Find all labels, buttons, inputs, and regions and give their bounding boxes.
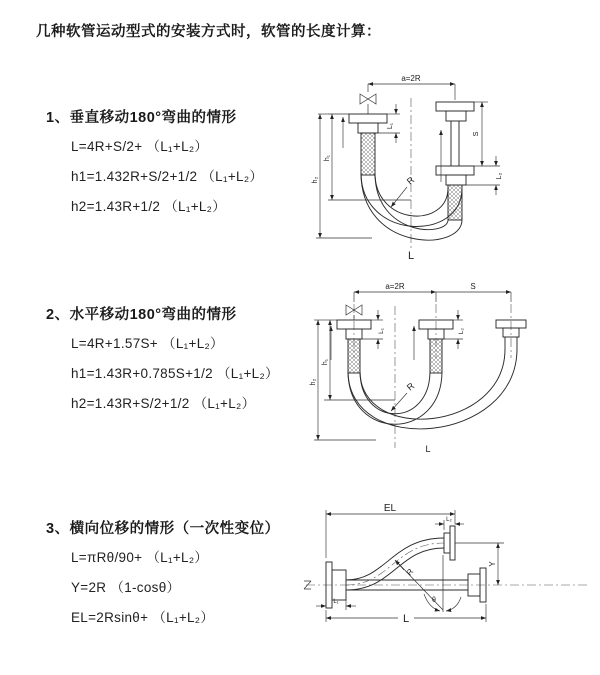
dim-label-l1: L₁ bbox=[387, 122, 394, 130]
dim-label-r: R bbox=[404, 174, 417, 187]
section-2-heading: 2、水平移动180°弯曲的情形 bbox=[46, 307, 237, 323]
dim-label-l: L bbox=[407, 250, 415, 262]
dim-label-h1: h₁ bbox=[324, 154, 331, 162]
dim-label-s: S bbox=[471, 131, 480, 137]
dim-label-l2: L₂ bbox=[458, 327, 465, 335]
dim-label-theta: θ bbox=[432, 597, 436, 604]
section-3-formula-Y: Y=2R （1-cosθ） bbox=[71, 580, 181, 595]
dim-label-h1: h₁ bbox=[322, 358, 329, 366]
section-3-formula-L: L=πRθ/90+ （L₁+L₂） bbox=[71, 550, 209, 565]
dim-label-l1: L₁ bbox=[333, 599, 339, 605]
section-1-formula-h2: h2=1.43R+1/2 （L₁+L₂） bbox=[71, 199, 227, 214]
diagram-vertical-180-bend bbox=[310, 70, 592, 264]
left-flange bbox=[349, 114, 387, 175]
dim-label-a2r: a=2R bbox=[401, 74, 421, 83]
section-2-formula-L: L=4R+1.57S+ （L₁+L₂） bbox=[71, 336, 224, 351]
dim-label-h2: h₂ bbox=[310, 378, 317, 386]
dim-label-l: L bbox=[425, 444, 431, 454]
section-1-formula-h1: h1=1.432R+S/2+1/2 （L₁+L₂） bbox=[71, 169, 264, 184]
right-flange-moved bbox=[436, 102, 474, 166]
dim-label-l: L bbox=[402, 613, 410, 625]
dim-label-l2: L₂ bbox=[496, 172, 503, 180]
dim-label-l1: L₁ bbox=[378, 328, 385, 334]
dim-label-l2: L₂ bbox=[446, 517, 452, 523]
dim-label-a2r: a=2R bbox=[385, 282, 405, 291]
dim-label-h2: h₂ bbox=[312, 176, 319, 184]
dim-label-r: R bbox=[404, 567, 416, 578]
section-3-heading: 3、横向位移的情形（一次性变位） bbox=[46, 521, 280, 537]
section-3-formula-EL: EL=2Rsinθ+ （L₁+L₂） bbox=[71, 610, 215, 625]
dim-label-el: EL bbox=[383, 503, 397, 514]
dim-label-r: R bbox=[404, 380, 417, 393]
diagram-horizontal-180-bend bbox=[306, 280, 596, 458]
valve-icon bbox=[360, 94, 376, 114]
diagram-lateral-displacement bbox=[298, 500, 598, 652]
section-2-formula-h1: h1=1.43R+0.785S+1/2 （L₁+L₂） bbox=[71, 366, 279, 381]
dim-label-y: Y bbox=[488, 561, 497, 567]
section-1-formula-L: L=4R+S/2+ （L₁+L₂） bbox=[71, 139, 209, 154]
page-title: 几种软管运动型式的安装方式时，软管的长度计算： bbox=[36, 24, 381, 40]
section-1-heading: 1、垂直移动180°弯曲的情形 bbox=[46, 110, 237, 126]
section-2-formula-h2: h2=1.43R+S/2+1/2 （L₁+L₂） bbox=[71, 396, 256, 411]
theta-arc-right bbox=[446, 597, 461, 611]
dim-label-s: S bbox=[470, 282, 476, 291]
right-flange-original bbox=[436, 166, 474, 220]
